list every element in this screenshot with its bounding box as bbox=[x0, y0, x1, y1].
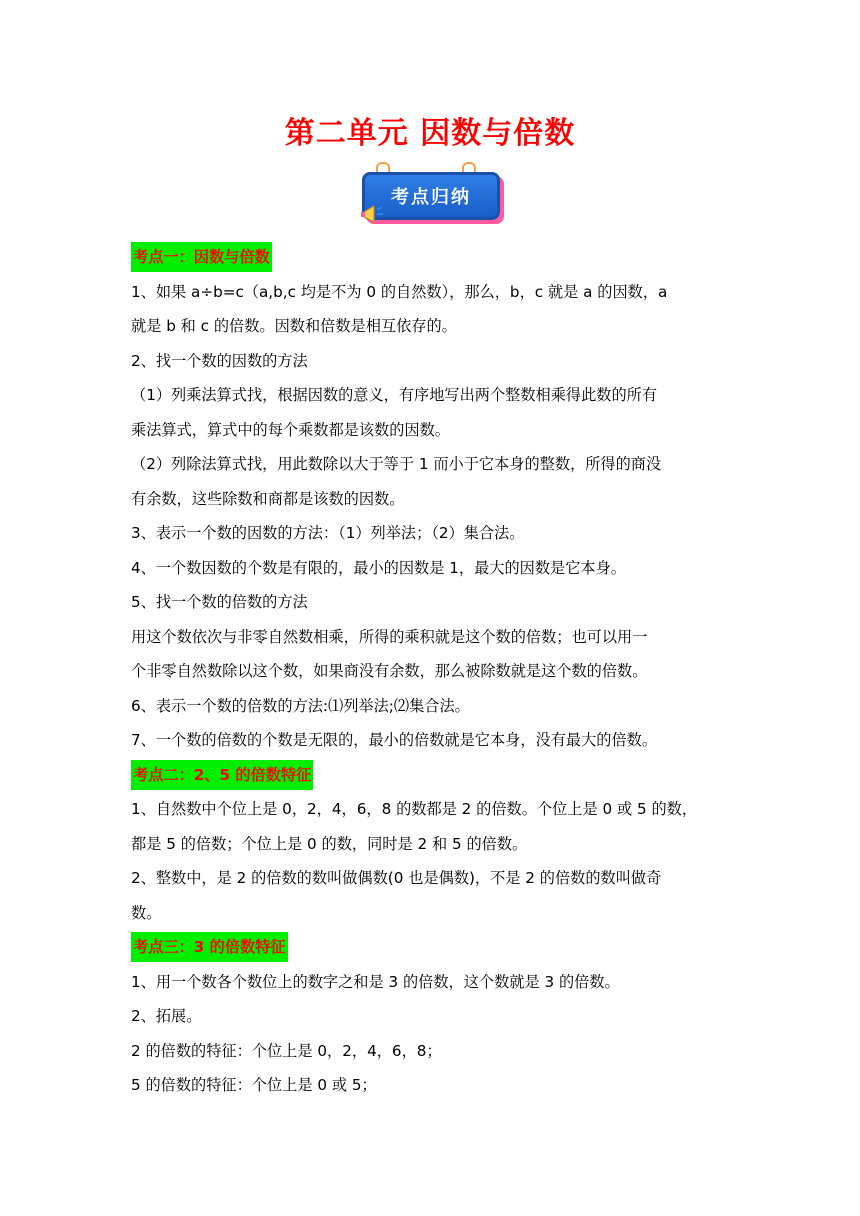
text-line: 就是 b 和 c 的倍数。因数和倍数是相互依存的。 bbox=[131, 317, 457, 335]
text-line: 5 的倍数的特征：个位上是 0 或 5； bbox=[131, 1076, 377, 1094]
text-line: 个非零自然数除以这个数，如果商没有余数，那么被除数就是这个数的倍数。 bbox=[131, 662, 648, 680]
text-line: 1、如果 a÷b=c（a,b,c 均是不为 0 的自然数），那么，b，c 就是 a 的因数，a bbox=[131, 282, 668, 301]
text-line: 乘法算式，算式中的每个乘数都是该数的因数。 bbox=[131, 420, 450, 439]
text-line: （2）列除法算式找，用此数除以大于等于 1 而小于它本身的整数，所得的商没 bbox=[131, 455, 662, 473]
text-line: 4、一个数因数的个数是有限的，最小的因数是 1，最大的因数是它本身。 bbox=[131, 558, 626, 577]
text-line: 2、整数中，是 2 的倍数的数叫做偶数(0 也是偶数)，不是 2 的倍数的数叫做奇 bbox=[131, 869, 662, 887]
text-line: 2 的倍数的特征：个位上是 0，2，4，6，8； bbox=[131, 1041, 442, 1060]
text-line: 有余数，这些除数和商都是该数的因数。 bbox=[131, 489, 405, 508]
section-heading-1: 考点一：因数与倍数 bbox=[131, 242, 272, 272]
text-line: 6、表示一个数的倍数的方法:⑴列举法;⑵集合法。 bbox=[131, 696, 470, 715]
text-line: 5、找一个数的倍数的方法 bbox=[131, 593, 308, 611]
text-line: 都是 5 的倍数；个位上是 0 的数，同时是 2 和 5 的倍数。 bbox=[131, 834, 528, 853]
badge-label: 考点归纳 bbox=[362, 172, 500, 220]
text-line: 1、用一个数各个数位上的数字之和是 3 的倍数，这个数就是 3 的倍数。 bbox=[131, 972, 620, 991]
section-heading-3: 考点三：3 的倍数特征 bbox=[131, 932, 288, 962]
text-line: 用这个数依次与非零自然数相乘，所得的乘积就是这个数的倍数；也可以用一 bbox=[131, 627, 648, 646]
text-line: 数。 bbox=[131, 903, 162, 922]
text-line: 2、拓展。 bbox=[131, 1007, 202, 1025]
text-line: 7、一个数的倍数的个数是无限的，最小的倍数就是它本身，没有最大的倍数。 bbox=[131, 731, 658, 749]
text-line: 1、自然数中个位上是 0，2，4，6，8 的数都是 2 的倍数。个位上是 0 或 5 的数， bbox=[131, 800, 698, 818]
text-line: 2、找一个数的因数的方法 bbox=[131, 351, 308, 370]
page-title: 第二单元 因数与倍数 bbox=[284, 116, 576, 151]
text-line: 3、表示一个数的因数的方法：（1）列举法；（2）集合法。 bbox=[131, 524, 525, 542]
content-body bbox=[131, 240, 741, 1103]
megaphone-icon bbox=[360, 202, 386, 228]
section-heading-2: 考点二：2、5 的倍数特征 bbox=[131, 760, 313, 790]
text-line: （1）列乘法算式找，根据因数的意义，有序地写出两个整数相乘得此数的所有 bbox=[131, 386, 658, 404]
section-badge bbox=[358, 162, 502, 232]
